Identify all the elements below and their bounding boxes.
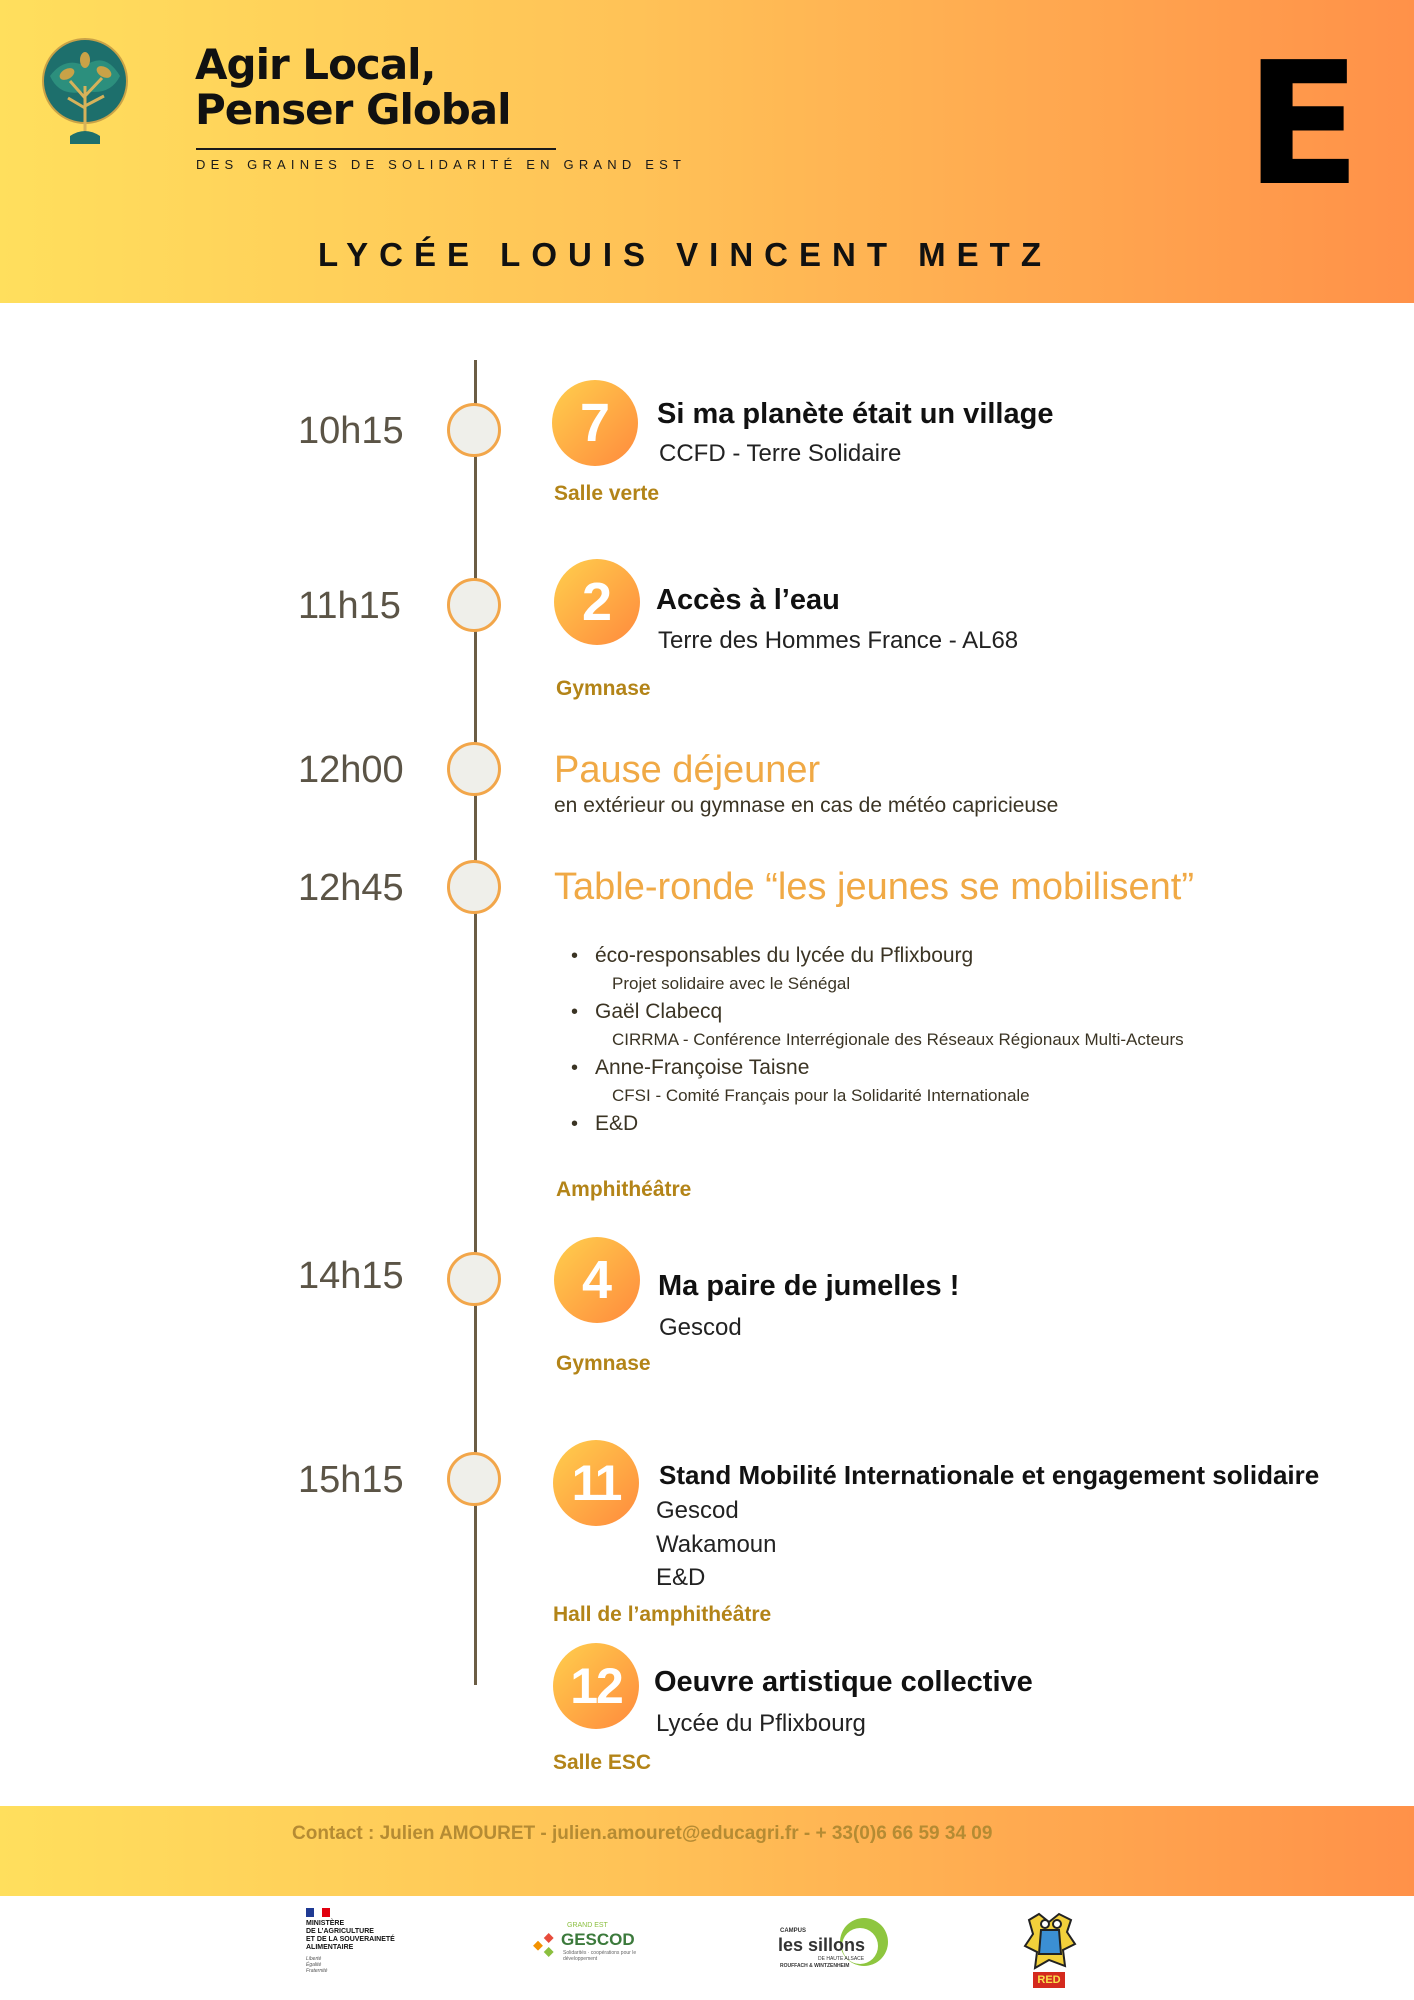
timeline-node: [447, 578, 501, 632]
session-time: 12h45: [298, 867, 404, 909]
workshop-organizer: Wakamoun: [656, 1531, 777, 1558]
workshop-title: Stand Mobilité Internationale et engagement solidaire: [659, 1460, 1320, 1490]
speaker-item: [555, 942, 1184, 998]
motto-line: Fraternité: [306, 1968, 328, 1974]
ministry-line: MINISTÈRE: [306, 1920, 345, 1927]
speaker-item: [555, 998, 1184, 1054]
speaker-item: [555, 1110, 1184, 1138]
workshop-title: Accès à l’eau: [656, 584, 840, 616]
motto-line: Égalité: [306, 1962, 322, 1968]
workshop-number-badge: 12: [553, 1643, 639, 1729]
speaker-detail: Projet solidaire avec le Sénégal: [612, 974, 851, 993]
workshop-room: Gymnase: [556, 677, 651, 700]
pause-subtitle: en extérieur ou gymnase en cas de météo capricieuse: [554, 794, 1059, 817]
brand-line-1: Agir Local,: [195, 40, 436, 89]
gescod-tagline: Solidarités · coopérations pour le développement: [563, 1950, 637, 1962]
tree-globe-logo: [40, 36, 130, 148]
session-time: 15h15: [298, 1459, 404, 1501]
french-flag-icon: [306, 1908, 330, 1917]
school-name: LYCÉE LOUIS VINCENT METZ: [318, 236, 1052, 273]
workshop-room: Salle verte: [554, 482, 660, 505]
motto-line: Liberté: [306, 1956, 322, 1962]
workshop-organizer: Gescod: [656, 1497, 739, 1524]
workshop-title: Si ma planète était un village: [657, 398, 1054, 430]
workshop-number-badge: 2: [554, 559, 640, 645]
gescod-logo: [533, 1920, 648, 1970]
speaker-detail: CIRRMA - Conférence Interrégionale des Réseaux Régionaux Multi-Acteurs: [612, 1030, 1184, 1049]
workshop-title: Ma paire de jumelles !: [658, 1270, 960, 1302]
workshop-title: Oeuvre artistique collective: [654, 1666, 1033, 1698]
red-logo: [1019, 1910, 1081, 1988]
timeline-node: [447, 1452, 501, 1506]
gescod-mark-icon: [533, 1930, 563, 1960]
workshop-organizer: CCFD - Terre Solidaire: [659, 440, 902, 467]
gescod-region: GRAND EST: [567, 1922, 608, 1929]
workshop-organizer: Lycée du Pflixbourg: [656, 1710, 866, 1737]
gescod-name: GESCOD: [561, 1930, 635, 1949]
red-figure-icon: [1019, 1910, 1081, 1972]
workshop-room: Hall de l’amphithéâtre: [553, 1603, 772, 1626]
ministry-logo: [306, 1908, 446, 1988]
speaker-name: • éco-responsables du lycée du Pflixbourg: [595, 944, 974, 967]
session-time: 14h15: [298, 1255, 404, 1297]
workshop-room: Gymnase: [556, 1352, 651, 1375]
sillons-sub: ROUFFACH & WINTZENHEIM: [780, 1963, 850, 1969]
workshop-number-badge: 4: [554, 1237, 640, 1323]
workshop-number-badge: 11: [553, 1440, 639, 1526]
workshop-number-badge: 7: [552, 380, 638, 466]
speaker-detail: CFSI - Comité Français pour la Solidarité Internationale: [612, 1086, 1030, 1105]
workshop-room: Salle ESC: [553, 1751, 652, 1774]
timeline-node: [447, 742, 501, 796]
speaker-name: • Anne-Françoise Taisne: [595, 1056, 810, 1079]
roundtable-room: Amphithéâtre: [556, 1178, 692, 1201]
session-time: 12h00: [298, 749, 404, 791]
session-time: 10h15: [298, 410, 404, 452]
sillons-name: les sillons: [778, 1935, 866, 1955]
roundtable-title: Table-ronde “les jeunes se mobilisent”: [554, 866, 1194, 908]
timeline-node: [447, 403, 501, 457]
workshop-organizer: E&D: [656, 1564, 706, 1591]
workshop-organizer: Gescod: [659, 1314, 742, 1341]
brand-divider: [196, 148, 556, 150]
speaker-name: • E&D: [595, 1112, 639, 1135]
sillons-sub: DE HAUTE ALSACE: [818, 1956, 865, 1962]
workshop-organizer: Terre des Hommes France - AL68: [658, 627, 1019, 654]
letter-mark: E: [1245, 26, 1362, 224]
timeline-node: [447, 1252, 501, 1306]
contact-info: Contact : Julien AMOURET - julien.amouret@educagri.fr - + 33(0)6 66 59 34 09: [292, 1823, 993, 1844]
ministry-line: ET DE LA SOUVERAINETÉ: [306, 1936, 395, 1943]
sillons-logo: [778, 1916, 893, 1974]
timeline-node: [447, 860, 501, 914]
red-label: RED: [1033, 1972, 1065, 1988]
brand-line-2: Penser Global: [195, 85, 511, 134]
session-time: 11h15: [298, 585, 401, 627]
speaker-item: [555, 1054, 1184, 1110]
ministry-line: DE L’AGRICULTURE: [306, 1928, 374, 1935]
speaker-list: [555, 942, 1184, 1138]
sillons-campus: CAMPUS: [780, 1928, 807, 1934]
pause-title: Pause déjeuner: [554, 749, 821, 791]
tagline: DES GRAINES DE SOLIDARITÉ EN GRAND EST: [196, 157, 687, 172]
speaker-name: • Gaël Clabecq: [595, 1000, 723, 1023]
ministry-line: ALIMENTAIRE: [306, 1944, 354, 1951]
contact-bar: [0, 1806, 1414, 1896]
